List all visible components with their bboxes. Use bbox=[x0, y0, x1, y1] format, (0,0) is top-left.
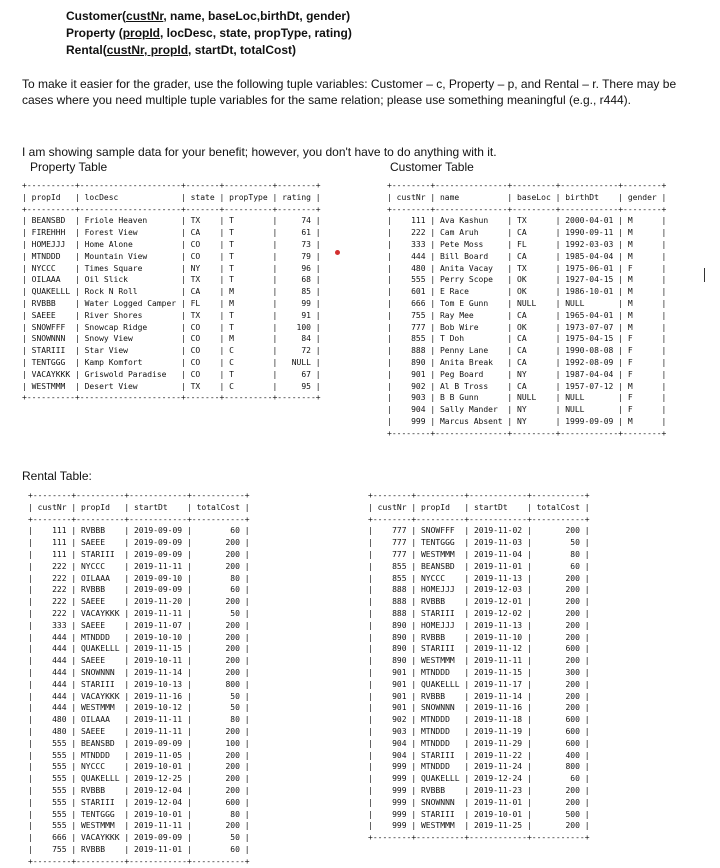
rental-table-right bbox=[368, 490, 590, 844]
customer-table-row: | 111 | Ava Kashun | TX | 2000-04-01 | M | bbox=[387, 216, 667, 226]
rental-table-left-row: | 666 | VACAYKKK | 2019-09-09 | 50 | bbox=[28, 833, 250, 843]
rental-table-right-border: +--------+----------+------------+-----------+ bbox=[368, 833, 590, 843]
rental-table-right-header-row: | custNr | propId | startDt | totalCost | bbox=[368, 502, 590, 512]
rental-table-left-border: +--------+----------+------------+-----------+ bbox=[28, 491, 250, 500]
rental-table-right-row: | 902 | MTNDDD | 2019-11-18 | 600 | bbox=[368, 715, 590, 725]
rental-table-left-row: | 222 | NYCCC | 2019-11-11 | 200 | bbox=[28, 561, 250, 571]
rental-table-left-row: | 222 | RVBBB | 2019-09-09 | 60 | bbox=[28, 585, 250, 595]
customer-table-caption: Customer Table bbox=[390, 160, 474, 174]
rental-table-right-row: | 890 | WESTMMM | 2019-11-11 | 200 | bbox=[368, 656, 590, 666]
schema-rental-name: Rental bbox=[66, 43, 103, 57]
customer-table-border: +--------+---------------+---------+------------+--------+ bbox=[387, 204, 667, 214]
rental-table-right-row: | 903 | MTNDDD | 2019-11-19 | 600 | bbox=[368, 726, 590, 736]
customer-table-row: | 999 | Marcus Absent | NY | 1999-09-09 | M | bbox=[387, 416, 667, 426]
schema-property-name: Property bbox=[66, 26, 119, 40]
property-table-caption: Property Table bbox=[30, 160, 108, 174]
customer-table-row: | 890 | Anita Break | CA | 1992-08-09 | F | bbox=[387, 357, 667, 367]
rental-table-right-row: | 999 | SNOWNNN | 2019-11-01 | 200 | bbox=[368, 797, 590, 807]
rental-table-caption: Rental Table: bbox=[22, 469, 92, 483]
property-table-row: | HOMEJJJ | Home Alone | CO | T | 73 | bbox=[22, 239, 321, 249]
rental-table-right-row: | 999 | MTNDDD | 2019-11-24 | 800 | bbox=[368, 762, 590, 772]
rental-table-left-row: | 444 | MTNDDD | 2019-10-10 | 200 | bbox=[28, 632, 250, 642]
rental-table-right-row: | 901 | QUAKELLL | 2019-11-17 | 200 | bbox=[368, 679, 590, 689]
rental-table-left-row: | 555 | MTNDDD | 2019-11-05 | 200 | bbox=[28, 750, 250, 760]
rental-table-left-row: | 111 | RVBBB | 2019-09-09 | 60 | bbox=[28, 526, 250, 536]
rental-table-left-row: | 555 | NYCCC | 2019-10-01 | 200 | bbox=[28, 762, 250, 772]
customer-table-row: | 222 | Cam Aruh | CA | 1990-09-11 | M | bbox=[387, 228, 667, 238]
rental-table-left-row: | 444 | WESTMMM | 2019-10-12 | 50 | bbox=[28, 703, 250, 713]
customer-table-row: | 903 | B B Gunn | NULL | NULL | F | bbox=[387, 393, 667, 403]
schema-rental-attrs: , startDt, totalCost) bbox=[188, 43, 297, 57]
customer-table-row: | 666 | Tom E Gunn | NULL | NULL | M | bbox=[387, 298, 667, 308]
rental-table-left-row: | 444 | SNOWNNN | 2019-11-14 | 200 | bbox=[28, 667, 250, 677]
schema-rental: Rental(custNr, propId, startDt, totalCost) bbox=[66, 43, 297, 57]
rental-table-right-row: | 777 | TENTGGG | 2019-11-03 | 50 | bbox=[368, 538, 590, 548]
rental-table-right-row: | 901 | RVBBB | 2019-11-14 | 200 | bbox=[368, 691, 590, 701]
instructions-paragraph: To make it easier for the grader, use the following tuple variables: Customer – c, Property – p, and Rental – r. There may be cases where you need multiple tuple variables for the same relation; please use something meaningful (e.g., r444). bbox=[22, 77, 677, 107]
property-table-row: | SNOWFFF | Snowcap Ridge | CO | T | 100 | bbox=[22, 322, 321, 332]
rental-table-left-border: +--------+----------+------------+-----------+ bbox=[28, 856, 250, 866]
customer-table-row: | 777 | Bob Wire | OK | 1973-07-07 | M | bbox=[387, 322, 667, 332]
rental-table-left-row: | 555 | TENTGGG | 2019-10-01 | 80 | bbox=[28, 809, 250, 819]
customer-table-row: | 855 | T Doh | CA | 1975-04-15 | F | bbox=[387, 334, 667, 344]
rental-table-left-row: | 480 | SAEEE | 2019-11-11 | 200 | bbox=[28, 726, 250, 736]
property-table-row: | BEANSBD | Friole Heaven | TX | T | 74 | bbox=[22, 216, 321, 226]
rental-table-right-row: | 999 | QUAKELLL | 2019-12-24 | 60 | bbox=[368, 774, 590, 784]
rental-table-left-row: | 555 | STARIII | 2019-12-04 | 600 | bbox=[28, 797, 250, 807]
customer-table-row: | 333 | Pete Moss | FL | 1992-03-03 | M | bbox=[387, 239, 667, 249]
rental-table-right-row: | 888 | HOMEJJJ | 2019-12-03 | 200 | bbox=[368, 585, 590, 595]
schema-customer: Customer(custNr, name, baseLoc,birthDt, gender) bbox=[66, 9, 351, 23]
rental-table-left-row: | 444 | SAEEE | 2019-10-11 | 200 | bbox=[28, 656, 250, 666]
rental-table-left-row: | 111 | STARIII | 2019-09-09 | 200 | bbox=[28, 549, 250, 559]
rental-table-left-row: | 333 | SAEEE | 2019-11-07 | 200 | bbox=[28, 620, 250, 630]
property-table-header-row: | propId | locDesc | state | propType | rating | bbox=[22, 192, 321, 202]
rental-table-left-row: | 222 | OILAAA | 2019-09-10 | 80 | bbox=[28, 573, 250, 583]
sample-data-note: I am showing sample data for your benefit; however, you don't have to do anything with it. bbox=[22, 145, 497, 159]
rental-table-right-row: | 855 | NYCCC | 2019-11-13 | 200 | bbox=[368, 573, 590, 583]
property-table-row: | VACAYKKK | Griswold Paradise | CO | T | 67 | bbox=[22, 369, 321, 379]
rental-table-left-row: | 555 | WESTMMM | 2019-11-11 | 200 | bbox=[28, 821, 250, 831]
rental-table-left-row: | 480 | OILAAA | 2019-11-11 | 80 | bbox=[28, 715, 250, 725]
customer-table-row: | 555 | Perry Scope | OK | 1927-04-15 | M | bbox=[387, 275, 667, 285]
rental-table-right-row: | 904 | MTNDDD | 2019-11-29 | 600 | bbox=[368, 738, 590, 748]
rental-table-left-row: | 444 | VACAYKKK | 2019-11-16 | 50 | bbox=[28, 691, 250, 701]
customer-table-header-row: | custNr | name | baseLoc | birthDt | gender | bbox=[387, 192, 667, 202]
property-table-row: | STARIII | Star View | CO | C | 72 | bbox=[22, 346, 321, 356]
rental-table-left-row: | 111 | SAEEE | 2019-09-09 | 200 | bbox=[28, 538, 250, 548]
rental-table-left-row: | 555 | RVBBB | 2019-12-04 | 200 | bbox=[28, 785, 250, 795]
property-table-row: | MTNDDD | Mountain View | CO | T | 79 | bbox=[22, 251, 321, 261]
rental-table-right-row: | 999 | RVBBB | 2019-11-23 | 200 | bbox=[368, 785, 590, 795]
rental-table-right-row: | 901 | SNOWNNN | 2019-11-16 | 200 | bbox=[368, 703, 590, 713]
property-table-row: | TENTGGG | Kamp Komfort | CO | C | NULL | bbox=[22, 357, 321, 367]
rental-table-right-row: | 890 | HOMEJJJ | 2019-11-13 | 200 | bbox=[368, 620, 590, 630]
rental-table-right-border: +--------+----------+------------+-----------+ bbox=[368, 514, 590, 524]
customer-table-row: | 888 | Penny Lane | CA | 1990-08-08 | F | bbox=[387, 346, 667, 356]
rental-table-right-row: | 999 | WESTMMM | 2019-11-25 | 200 | bbox=[368, 821, 590, 831]
property-table-row: | FIREHHH | Forest View | CA | T | 61 | bbox=[22, 228, 321, 238]
rental-table-left-row: | 222 | VACAYKKK | 2019-11-11 | 50 | bbox=[28, 608, 250, 618]
rental-table-left-row: | 444 | QUAKELLL | 2019-11-15 | 200 | bbox=[28, 644, 250, 654]
customer-table-border: +--------+---------------+---------+------------+--------+ bbox=[387, 181, 667, 190]
customer-table-row: | 480 | Anita Vacay | TX | 1975-06-01 | F | bbox=[387, 263, 667, 273]
schema-customer-attrs: , name, baseLoc,birthDt, gender) bbox=[163, 9, 351, 23]
rental-table-left-row: | 755 | RVBBB | 2019-11-01 | 60 | bbox=[28, 844, 250, 854]
schema-customer-key: custNr bbox=[126, 9, 164, 23]
property-table-row: | OILAAA | Oil Slick | TX | T | 68 | bbox=[22, 275, 321, 285]
rental-table-left bbox=[28, 490, 250, 868]
rental-table-left-border: +--------+----------+------------+-----------+ bbox=[28, 514, 250, 524]
rental-table-right-row: | 888 | STARIII | 2019-12-02 | 200 | bbox=[368, 608, 590, 618]
rental-table-right-border: +--------+----------+------------+-----------+ bbox=[368, 491, 590, 500]
property-table-border: +----------+---------------------+-------+----------+--------+ bbox=[22, 204, 321, 214]
rental-table-right-row: | 901 | MTNDDD | 2019-11-15 | 300 | bbox=[368, 667, 590, 677]
property-table-border: +----------+---------------------+-------+----------+--------+ bbox=[22, 393, 321, 403]
customer-table-row: | 901 | Peg Board | NY | 1987-04-04 | F | bbox=[387, 369, 667, 379]
schema-block bbox=[66, 8, 352, 59]
rental-table-left-row: | 444 | STARIII | 2019-10-13 | 800 | bbox=[28, 679, 250, 689]
rental-table-left-header-row: | custNr | propId | startDt | totalCost | bbox=[28, 502, 250, 512]
red-bullet-marker bbox=[335, 250, 340, 255]
customer-table-row: | 902 | Al B Tross | CA | 1957-07-12 | M | bbox=[387, 381, 667, 391]
property-table-row: | WESTMMM | Desert View | TX | C | 95 | bbox=[22, 381, 321, 391]
schema-rental-key: custNr, propId bbox=[106, 43, 189, 57]
schema-customer-name: Customer bbox=[66, 9, 123, 23]
customer-table bbox=[387, 180, 666, 440]
property-table-row: | SNOWNNN | Snowy View | CO | M | 84 | bbox=[22, 334, 321, 344]
property-table bbox=[22, 180, 321, 404]
rental-table-right-row: | 777 | SNOWFFF | 2019-11-02 | 200 | bbox=[368, 526, 590, 536]
rental-table-left-row: | 555 | BEANSBD | 2019-09-09 | 100 | bbox=[28, 738, 250, 748]
property-table-border: +----------+---------------------+-------+----------+--------+ bbox=[22, 181, 321, 190]
rental-table-right-row: | 890 | RVBBB | 2019-11-10 | 200 | bbox=[368, 632, 590, 642]
rental-table-left-row: | 555 | QUAKELLL | 2019-12-25 | 200 | bbox=[28, 774, 250, 784]
property-table-row: | RVBBB | Water Logged Camper | FL | M | 99 | bbox=[22, 298, 321, 308]
rental-table-right-row: | 855 | BEANSBD | 2019-11-01 | 60 | bbox=[368, 561, 590, 571]
property-table-row: | SAEEE | River Shores | TX | T | 91 | bbox=[22, 310, 321, 320]
customer-table-row: | 601 | E Race | OK | 1986-10-01 | M | bbox=[387, 287, 667, 297]
rental-table-right-row: | 890 | STARIII | 2019-11-12 | 600 | bbox=[368, 644, 590, 654]
schema-property: Property (propId, locDesc, state, propType, rating) bbox=[66, 26, 352, 40]
customer-table-border: +--------+---------------+---------+------------+--------+ bbox=[387, 428, 667, 438]
customer-table-row: | 755 | Ray Mee | CA | 1965-04-01 | M | bbox=[387, 310, 667, 320]
customer-table-row: | 904 | Sally Mander | NY | NULL | F | bbox=[387, 405, 667, 415]
vertical-cursor-bar bbox=[704, 268, 705, 282]
schema-property-key: propId bbox=[122, 26, 161, 40]
customer-table-row: | 444 | Bill Board | CA | 1985-04-04 | M | bbox=[387, 251, 667, 261]
rental-table-right-row: | 999 | STARIII | 2019-10-01 | 500 | bbox=[368, 809, 590, 819]
rental-table-right-row: | 777 | WESTMMM | 2019-11-04 | 80 | bbox=[368, 549, 590, 559]
schema-property-attrs: , locDesc, state, propType, rating) bbox=[160, 26, 352, 40]
rental-table-right-row: | 904 | STARIII | 2019-11-22 | 400 | bbox=[368, 750, 590, 760]
rental-table-left-row: | 222 | SAEEE | 2019-11-20 | 200 | bbox=[28, 597, 250, 607]
rental-table-right-row: | 888 | RVBBB | 2019-12-01 | 200 | bbox=[368, 597, 590, 607]
property-table-row: | QUAKELLL | Rock N Roll | CA | M | 85 | bbox=[22, 287, 321, 297]
property-table-row: | NYCCC | Times Square | NY | T | 96 | bbox=[22, 263, 321, 273]
